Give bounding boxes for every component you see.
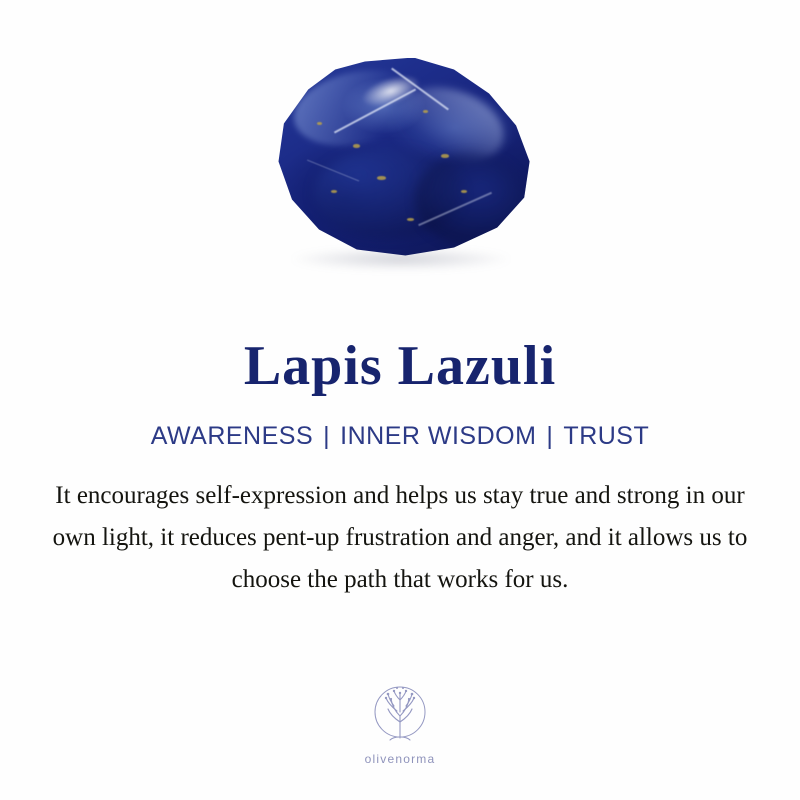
keyword-separator: | bbox=[323, 422, 331, 450]
pyrite-fleck bbox=[377, 176, 386, 180]
stone-calcite-vein bbox=[418, 191, 492, 225]
pyrite-fleck bbox=[317, 122, 322, 125]
keyword-inner-wisdom: INNER WISDOM bbox=[340, 422, 537, 450]
brand-logo bbox=[0, 682, 800, 766]
brand-name: olivenorma bbox=[364, 752, 436, 766]
keyword-separator: | bbox=[546, 422, 554, 450]
stone-body bbox=[265, 58, 535, 258]
keyword-awareness: AWARENESS bbox=[150, 422, 314, 450]
lapis-lazuli-stone-image bbox=[265, 58, 535, 273]
stone-facet-bottom-right bbox=[415, 154, 525, 244]
stone-image-area bbox=[0, 0, 800, 320]
description-text: It encourages self-expression and helps us stay true and strong in our own light, it reduces pent-up frustration and anger, and it allows us to choose the path that works for us. bbox=[52, 482, 748, 593]
pyrite-fleck bbox=[331, 190, 337, 193]
page-title: Lapis Lazuli bbox=[243, 335, 557, 397]
keyword-list bbox=[151, 422, 650, 451]
keyword-trust: TRUST bbox=[563, 422, 650, 450]
pyrite-fleck bbox=[407, 218, 414, 221]
tree-of-life-icon bbox=[364, 682, 436, 748]
pyrite-fleck bbox=[461, 190, 467, 193]
pyrite-fleck bbox=[423, 110, 428, 113]
stone-facet-bottom-left bbox=[313, 148, 463, 238]
pyrite-fleck bbox=[441, 154, 449, 158]
pyrite-fleck bbox=[353, 144, 360, 148]
stone-calcite-vein bbox=[307, 159, 359, 181]
